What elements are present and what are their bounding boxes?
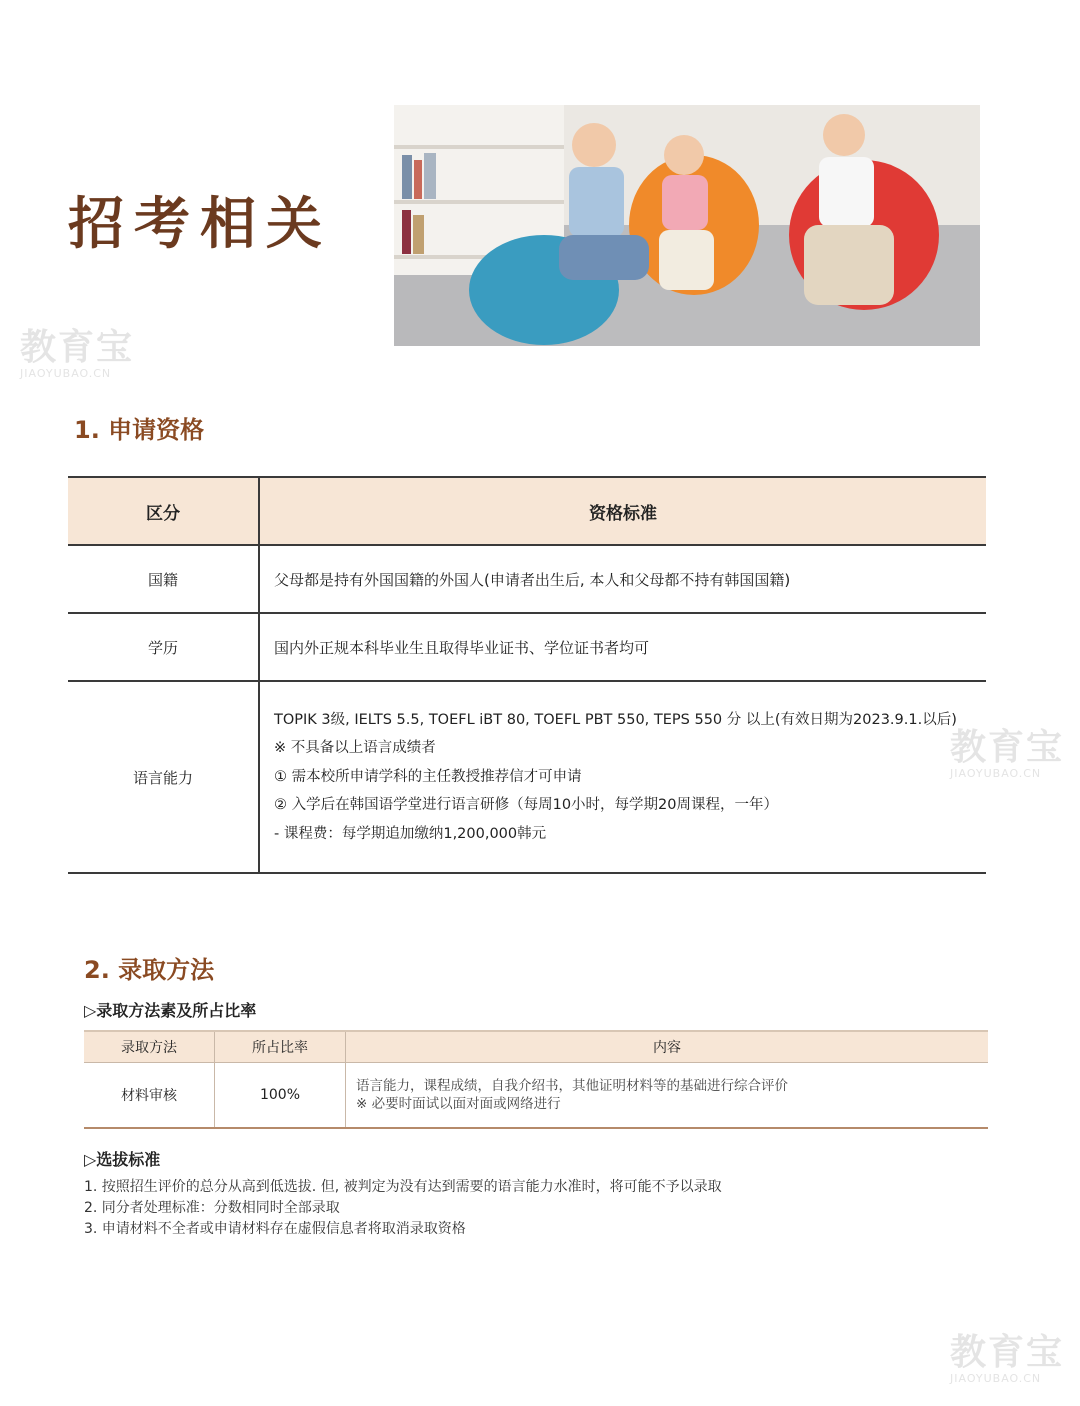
selection-criteria-list bbox=[84, 1177, 722, 1240]
method-cell: 材料审核 bbox=[84, 1063, 215, 1129]
row-label: 国籍 bbox=[68, 545, 259, 613]
language-requirement-line: ※ 不具备以上语言成绩者 bbox=[274, 740, 436, 757]
table-header-criteria: 资格标准 bbox=[259, 477, 986, 545]
table-header-category: 区分 bbox=[68, 477, 259, 545]
row-content: 父母都是持有外国国籍的外国人(申请者出生后, 本人和父母都不持有韩国国籍) bbox=[259, 545, 986, 613]
table-header-ratio: 所占比率 bbox=[215, 1031, 346, 1063]
section-title-eligibility: 1. 申请资格 bbox=[74, 416, 205, 444]
ratio-cell: 100% bbox=[215, 1063, 346, 1129]
list-item: 2. 同分者处理标准：分数相同时全部录取 bbox=[84, 1200, 340, 1216]
watermark-domain: JIAOYUBAO.CN bbox=[950, 1372, 1042, 1385]
table-header-method: 录取方法 bbox=[84, 1031, 215, 1063]
watermark bbox=[20, 327, 135, 380]
watermark-domain: JIAOYUBAO.CN bbox=[950, 767, 1042, 780]
watermark-brand: 教育宝 bbox=[950, 727, 1065, 768]
watermark-brand: 教育宝 bbox=[20, 327, 135, 368]
row-label: 语言能力 bbox=[68, 681, 259, 873]
table-row bbox=[68, 681, 986, 873]
content-line: ※ 必要时面试以面对面或网络进行 bbox=[356, 1096, 561, 1112]
table-row bbox=[84, 1063, 988, 1129]
page-title: 招考相关 bbox=[68, 192, 332, 257]
language-requirement-line: ① 需本校所申请学科的主任教授推荐信才可申请 bbox=[274, 768, 582, 785]
list-item: 3. 申请材料不全者或申请材料存在虚假信息者将取消录取资格 bbox=[84, 1221, 466, 1237]
eligibility-table bbox=[68, 476, 986, 874]
watermark-domain: JIAOYUBAO.CN bbox=[20, 367, 112, 380]
row-content bbox=[259, 681, 986, 873]
content-cell bbox=[346, 1063, 989, 1129]
table-row bbox=[68, 613, 986, 681]
students-photo bbox=[394, 105, 980, 346]
table-row bbox=[68, 545, 986, 613]
content-line: 语言能力，课程成绩，自我介绍书，其他证明材料等的基础进行综合评价 bbox=[356, 1078, 788, 1094]
section-title-admission: 2. 录取方法 bbox=[84, 956, 215, 984]
subtitle-selection-criteria: ▷选拔标准 bbox=[84, 1150, 161, 1169]
row-label: 学历 bbox=[68, 613, 259, 681]
watermark bbox=[950, 1332, 1065, 1385]
watermark-brand: 教育宝 bbox=[950, 1332, 1065, 1373]
subtitle-method-ratio: ▷录取方法素及所占比率 bbox=[84, 1001, 257, 1020]
admission-method-table bbox=[84, 1030, 988, 1129]
table-header-content: 内容 bbox=[346, 1031, 989, 1063]
language-requirement-line: - 课程费：每学期追加缴纳1,200,000韩元 bbox=[274, 825, 547, 842]
students-photo-illustration bbox=[394, 105, 980, 346]
list-item: 1. 按照招生评价的总分从高到低选拔. 但, 被判定为没有达到需要的语言能力水准时，将可能不予以录取 bbox=[84, 1179, 722, 1195]
language-requirement-line: ② 入学后在韩国语学堂进行语言研修（每周10小时，每学期20周课程，一年） bbox=[274, 797, 779, 814]
row-content: 国内外正规本科毕业生且取得毕业证书、学位证书者均可 bbox=[259, 613, 986, 681]
language-requirement-line: TOPIK 3级, IELTS 5.5, TOEFL iBT 80, TOEFL PBT 550, TEPS 550 分 以上(有效日期为2023.9.1.以后) bbox=[274, 711, 957, 728]
